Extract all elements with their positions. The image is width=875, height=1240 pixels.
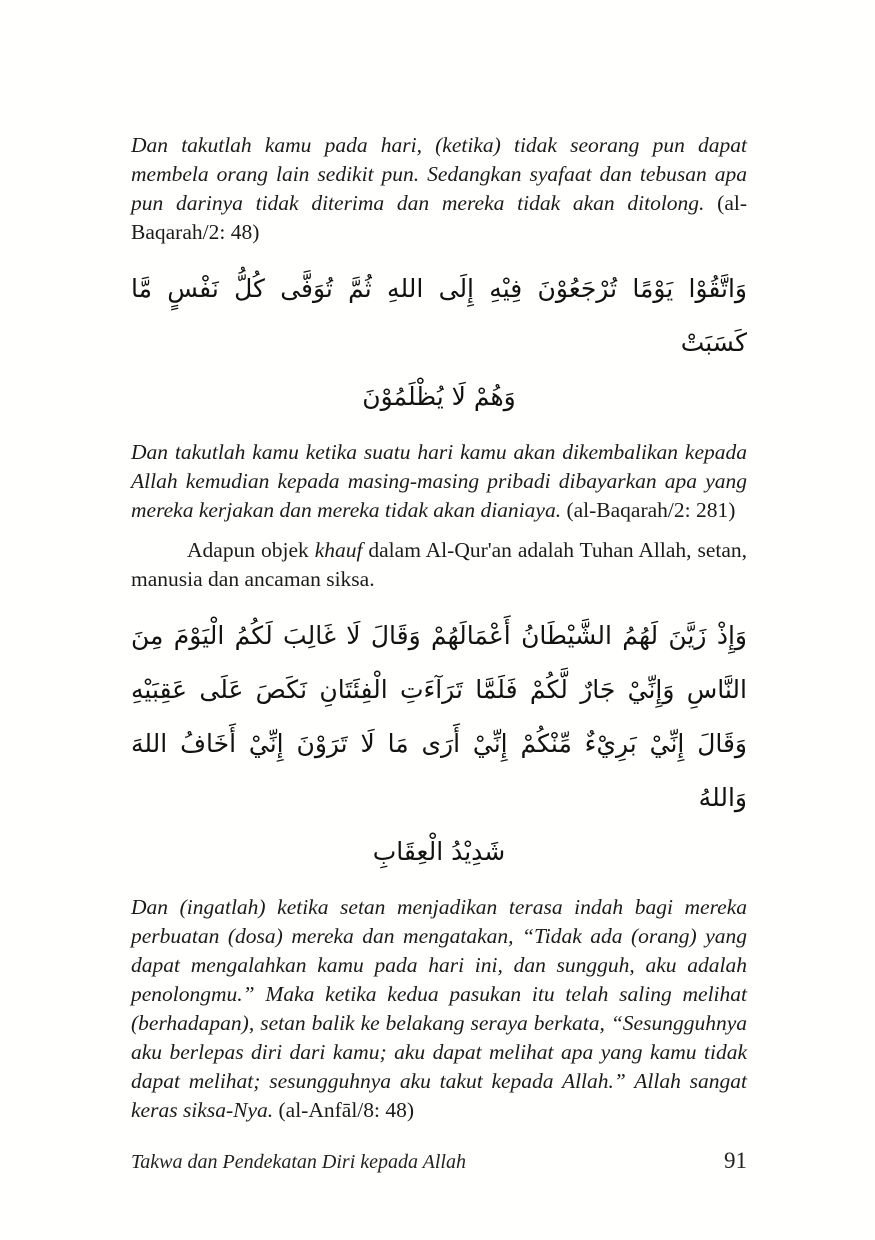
translation-al-baqarah-48	[131, 131, 747, 247]
text-column	[131, 131, 747, 1125]
arabic-verse-line: وَاتَّقُوْا يَوْمًا تُرْجَعُوْنَ فِيْهِ إِلَى اللهِ ثُمَّ تُوَفَّى كُلُّ نَفْسٍ مَّا كَسَبَتْ	[131, 274, 747, 357]
arabic-verse-line: وَإِذْ زَيَّنَ لَهُمُ الشَّيْطَانُ أَعْمَالَهُمْ وَقَالَ لَا غَالِبَ لَكُمُ الْيَوْمَ مِنَ	[131, 621, 747, 650]
translation-al-baqarah-281	[131, 438, 747, 525]
paragraph-khauf-objects	[131, 536, 747, 594]
translation-text: Dan takutlah kamu ketika suatu hari kamu akan dikembalikan kepada Allah kemudian kepada masing-masing pribadi dibayarkan apa yang mereka kerjakan dan mereka tidak akan dianiaya.	[131, 440, 747, 522]
body-text: dalam Al-Qur'an adalah Tuhan Allah, setan, manusia dan ancaman siksa.	[131, 538, 747, 591]
verse-reference: (al-Baqarah/2: 281)	[566, 498, 736, 522]
arabic-verse-line: وَهُمْ لَا يُظْلَمُوْنَ	[362, 382, 516, 411]
running-footer-title: Takwa dan Pendekatan Diri kepada Allah	[131, 1151, 466, 1173]
arabic-verse-al-baqarah-281	[131, 262, 747, 424]
arabic-verse-line: وَقَالَ إِنِّيْ بَرِيْءٌ مِّنْكُمْ إِنِّيْ أَرَى مَا لَا تَرَوْنَ إِنِّيْ أَخَافُ اللهَ وَاللهُ	[131, 729, 747, 812]
page-number: 91	[724, 1148, 747, 1173]
verse-reference: (al-Anfāl/8: 48)	[278, 1098, 415, 1122]
arabic-verse-line: شَدِيْدُ الْعِقَابِ	[372, 837, 506, 866]
translation-text: Dan (ingatlah) ketika setan menjadikan terasa indah bagi mereka perbuatan (dosa) mereka dan mengatakan, “Tidak ada (orang) yang dapat mengalahkan kamu pada hari ini, dan sungguh, aku adalah penolongmu.” Maka ketika kedua pasukan itu telah saling melihat (berhadapan), setan balik ke belakang seraya berkata, “Sesungguhnya aku berlepas diri dari kamu; aku dapat melihat apa yang kamu tidak dapat melihat; sesungguhnya aku takut kepada Allah.” Allah sangat keras siksa-Nya.	[131, 895, 747, 1122]
verse-reference: (al-Baqarah/2: 48)	[131, 191, 747, 244]
translation-al-anfal-48	[131, 893, 747, 1125]
arabic-verse-al-anfal-48	[131, 609, 747, 879]
page-footer	[131, 1148, 747, 1174]
translation-text: Dan takutlah kamu pada hari, (ketika) tidak seorang pun dapat membela orang lain sedikit pun. Sedangkan syafaat dan tebusan apa pun darinya tidak diterima dan mereka tidak akan ditolong.	[131, 133, 747, 215]
body-text: Adapun objek	[187, 538, 315, 562]
arabic-verse-line: النَّاسِ وَإِنِّيْ جَارٌ لَّكُمْ فَلَمَّا تَرَآءَتِ الْفِئَتَانِ نَكَصَ عَلَى عَقِبَيْهِ	[131, 675, 747, 704]
term-khauf: khauf	[314, 538, 363, 562]
